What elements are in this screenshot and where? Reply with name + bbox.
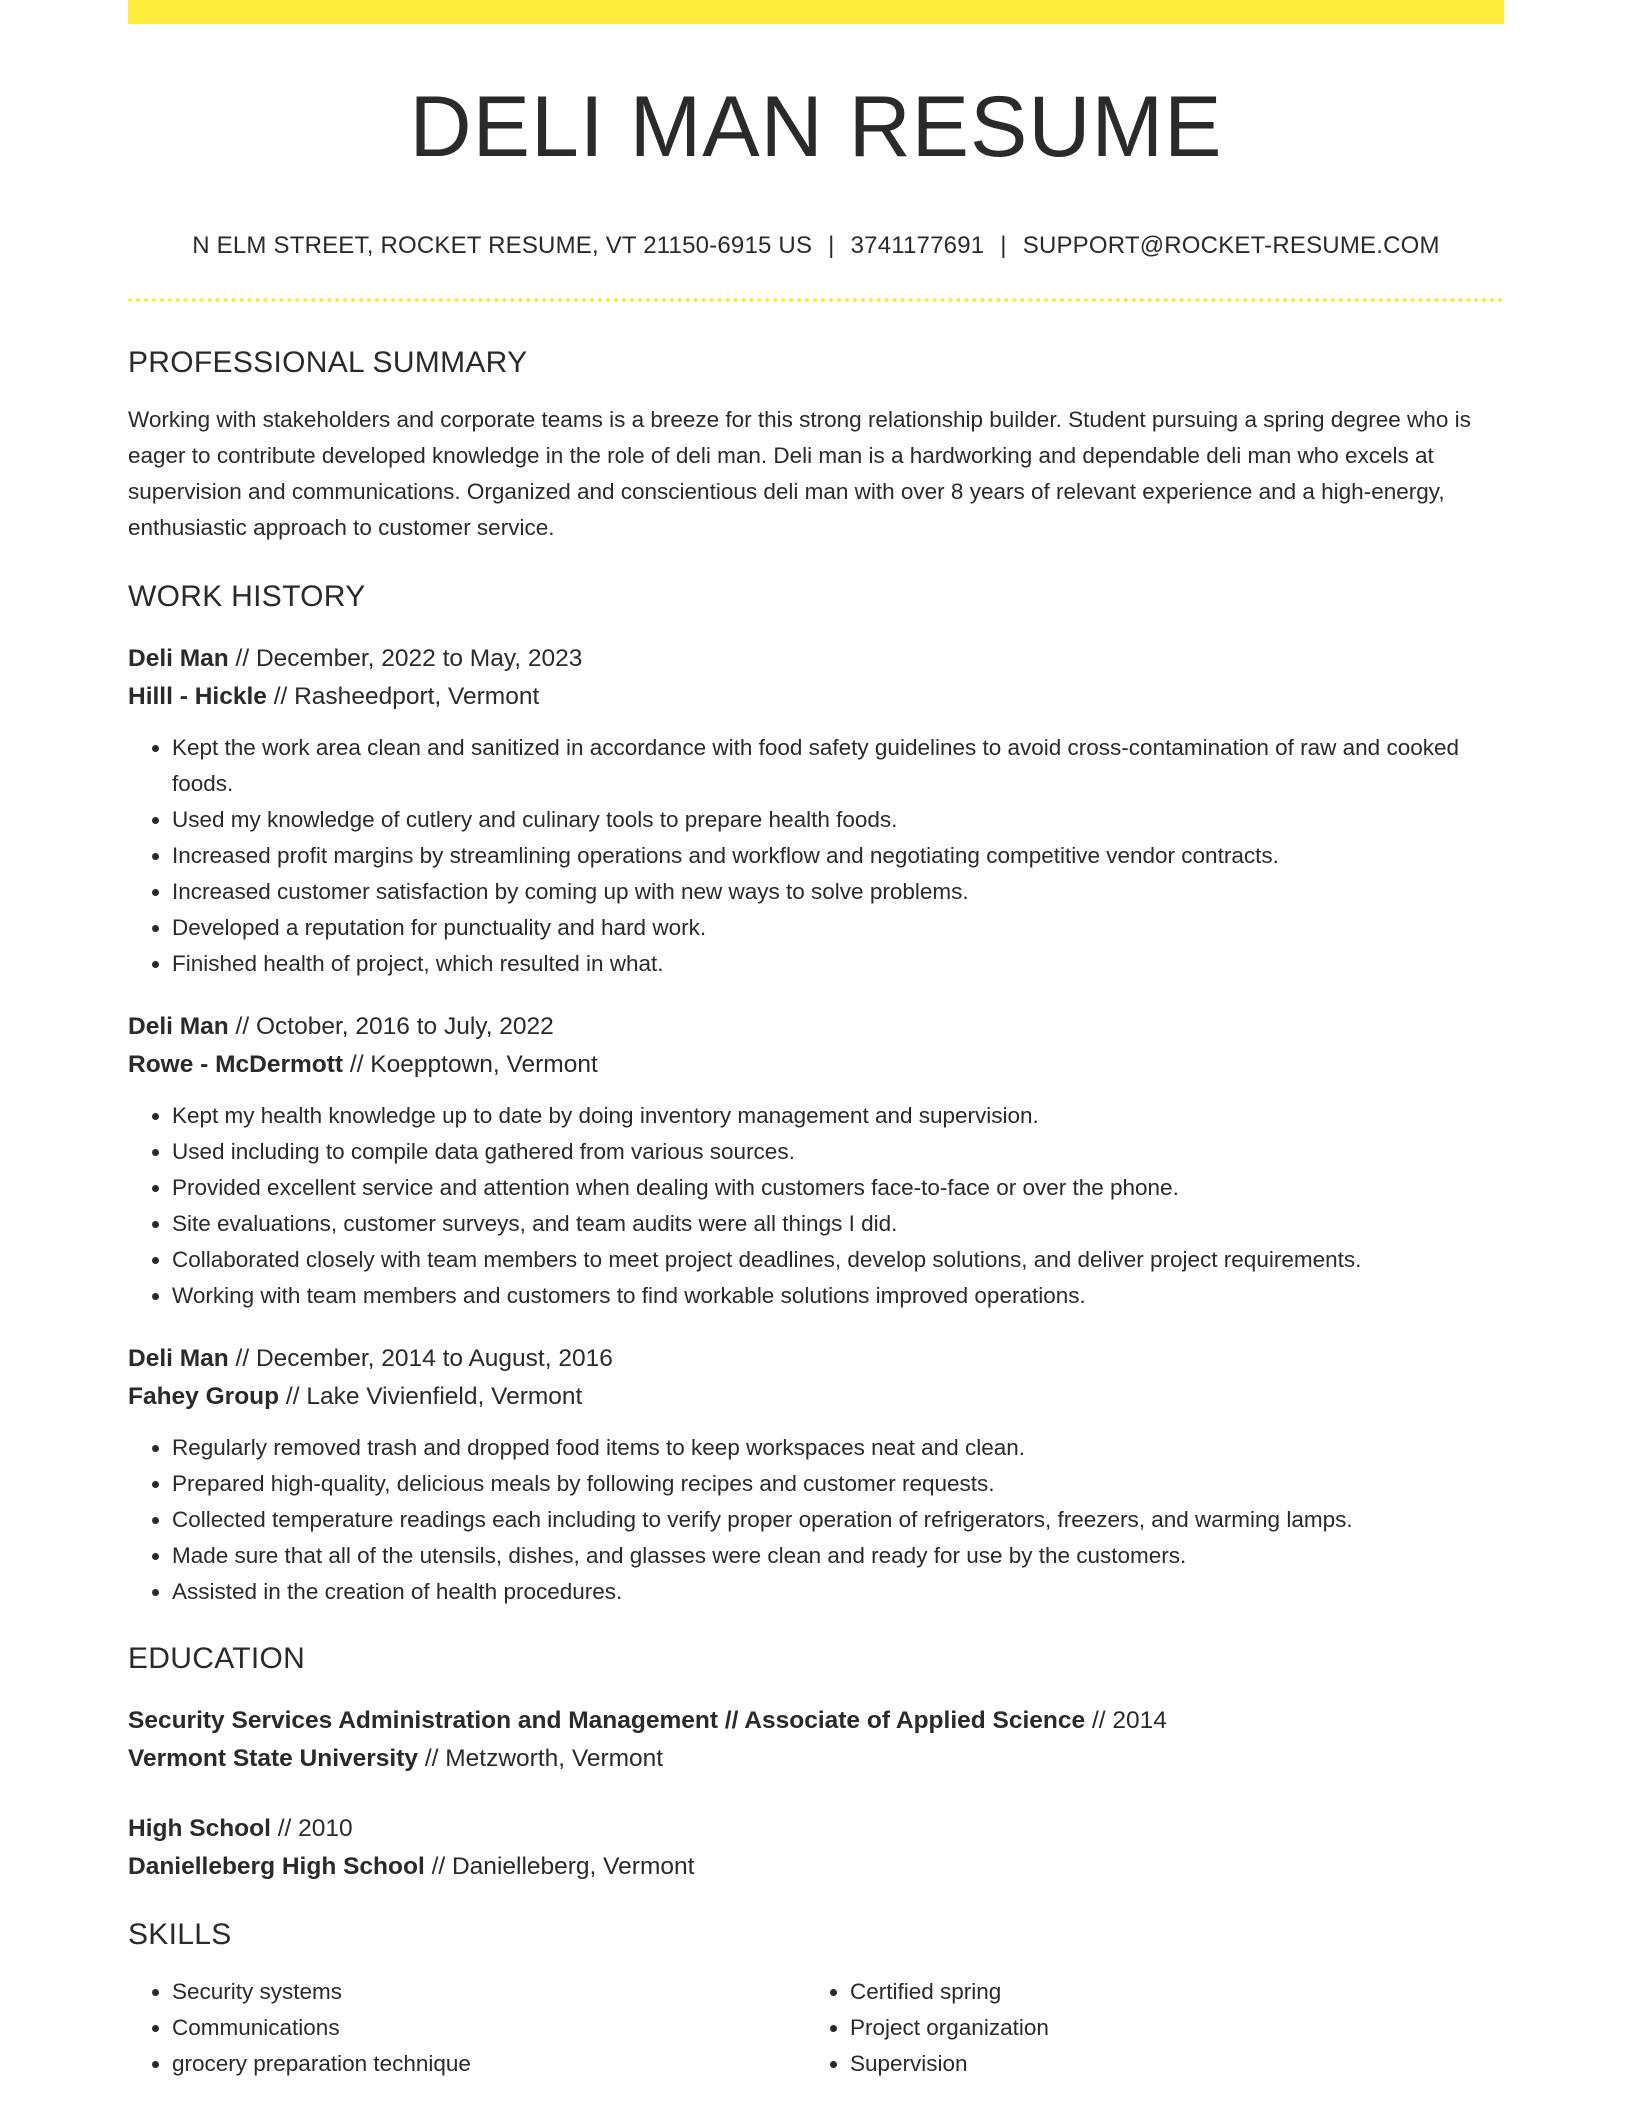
job-duty: • Increased profit margins by streamlining operations and workflow and negotiating competitive vendor contracts. (172, 838, 1504, 874)
job-duty: • Increased customer satisfaction by coming up with new ways to solve problems. (172, 874, 1504, 910)
job-company-line (128, 678, 1504, 716)
degree-line (128, 1810, 1504, 1848)
job-entry (128, 1008, 1504, 1314)
job-company-line (128, 1046, 1504, 1084)
job-duty: • Collected temperature readings each including to verify proper operation of refrigerators, freezers, and warming lamps. (172, 1502, 1504, 1538)
skills-column-right (806, 1974, 1484, 2082)
job-duty: • Provided excellent service and attention when dealing with customers face-to-face or over the phone. (172, 1170, 1504, 1206)
job-duty: • Used my knowledge of cutlery and culinary tools to prepare health foods. (172, 802, 1504, 838)
resume-title: DELI MAN RESUME (409, 79, 1223, 175)
degree-line (128, 1702, 1504, 1740)
job-duty: • Regularly removed trash and dropped food items to keep workspaces neat and clean. (172, 1430, 1504, 1466)
job-dates: // October, 2016 to July, 2022 (228, 1013, 554, 1040)
contact-address: N ELM STREET, ROCKET RESUME, VT 21150-6915 US (192, 232, 813, 259)
job-duty: • Finished health of project, which resulted in what. (172, 946, 1504, 982)
school-line (128, 1740, 1504, 1778)
skills-grid (128, 1974, 1504, 2082)
contact-separator: | (1000, 232, 1007, 259)
job-title-line (128, 640, 1504, 678)
school-line (128, 1848, 1504, 1886)
contact-separator: | (828, 232, 835, 259)
skill-item: • grocery preparation technique (172, 2046, 806, 2082)
job-duty: • Prepared high-quality, delicious meals by following recipes and customer requests. (172, 1466, 1504, 1502)
job-title-line (128, 1340, 1504, 1378)
job-dates: // December, 2022 to May, 2023 (228, 645, 583, 672)
skill-item: • Communications (172, 2010, 806, 2046)
school-location: // Metzworth, Vermont (418, 1745, 664, 1772)
skills-list (806, 1974, 1484, 2082)
degree: Security Services Administration and Management // Associate of Applied Science (128, 1707, 1086, 1734)
job-duties-list (128, 730, 1504, 982)
job-duty: • Kept the work area clean and sanitized in accordance with food safety guidelines to avoid cross-contamination of raw and cooked foods. (172, 730, 1504, 802)
job-duty: • Made sure that all of the utensils, dishes, and glasses were clean and ready for use by the customers. (172, 1538, 1504, 1574)
skill-item: • Project organization (850, 2010, 1484, 2046)
job-duty: • Site evaluations, customer surveys, and team audits were all things I did. (172, 1206, 1504, 1242)
school-name: Danielleberg High School (128, 1853, 425, 1880)
contact-phone: 3741177691 (850, 232, 985, 259)
job-entry (128, 1340, 1504, 1610)
job-entry (128, 640, 1504, 982)
job-duty: • Assisted in the creation of health procedures. (172, 1574, 1504, 1610)
school-name: Vermont State University (128, 1745, 419, 1772)
job-duty: • Collaborated closely with team members to meet project deadlines, develop solutions, and deliver project requirements. (172, 1242, 1504, 1278)
education-entry (128, 1810, 1504, 1886)
job-duty: • Kept my health knowledge up to date by doing inventory management and supervision. (172, 1098, 1504, 1134)
job-company-line (128, 1378, 1504, 1416)
contact-email: SUPPORT@ROCKET-RESUME.COM (1022, 232, 1440, 259)
job-location: // Lake Vivienfield, Vermont (279, 1383, 583, 1410)
job-dates: // December, 2014 to August, 2016 (228, 1345, 613, 1372)
job-company: Hilll - Hickle (128, 683, 267, 710)
job-company: Fahey Group (128, 1383, 280, 1410)
dotted-divider (128, 298, 1504, 302)
job-duty: • Used including to compile data gathered from various sources. (172, 1134, 1504, 1170)
summary-text: Working with stakeholders and corporate teams is a breeze for this strong relationship builder. Student pursuing a spring degree who is eager to contribute developed knowledge in the role of deli man. Deli man is a hardworking and dependable deli man who excels at supervision and communications. Organized and conscientious deli man with over 8 years of relevant experience and a high-energy, enthusiastic approach to customer service. (128, 407, 1471, 540)
job-title: Deli Man (128, 1013, 229, 1040)
job-title: Deli Man (128, 645, 229, 672)
job-duty: • Developed a reputation for punctuality and hard work. (172, 910, 1504, 946)
skills-heading: SKILLS (128, 1918, 232, 1951)
job-location: // Rasheedport, Vermont (266, 683, 540, 710)
skill-item: • Certified spring (850, 1974, 1484, 2010)
education-entry (128, 1702, 1504, 1778)
education-heading: EDUCATION (128, 1642, 306, 1675)
job-company: Rowe - McDermott (128, 1051, 344, 1078)
job-title: Deli Man (128, 1345, 229, 1372)
accent-top-bar (128, 0, 1504, 24)
resume-page (128, 0, 1504, 2082)
graduation-year: // 2014 (1085, 1707, 1167, 1734)
job-duties-list (128, 1430, 1504, 1610)
school-location: // Danielleberg, Vermont (424, 1853, 695, 1880)
job-location: // Koepptown, Vermont (343, 1051, 598, 1078)
graduation-year: // 2010 (270, 1815, 353, 1842)
skills-column-left (128, 1974, 806, 2082)
skills-list (128, 1974, 806, 2082)
job-title-line (128, 1008, 1504, 1046)
summary-heading: PROFESSIONAL SUMMARY (128, 346, 528, 379)
work-history-heading: WORK HISTORY (128, 580, 366, 613)
skill-item: • Security systems (172, 1974, 806, 2010)
job-duty: • Working with team members and customers to find workable solutions improved operations. (172, 1278, 1504, 1314)
skill-item: • Supervision (850, 2046, 1484, 2082)
contact-line (128, 232, 1504, 260)
job-duties-list (128, 1098, 1504, 1314)
degree: High School (128, 1815, 271, 1842)
